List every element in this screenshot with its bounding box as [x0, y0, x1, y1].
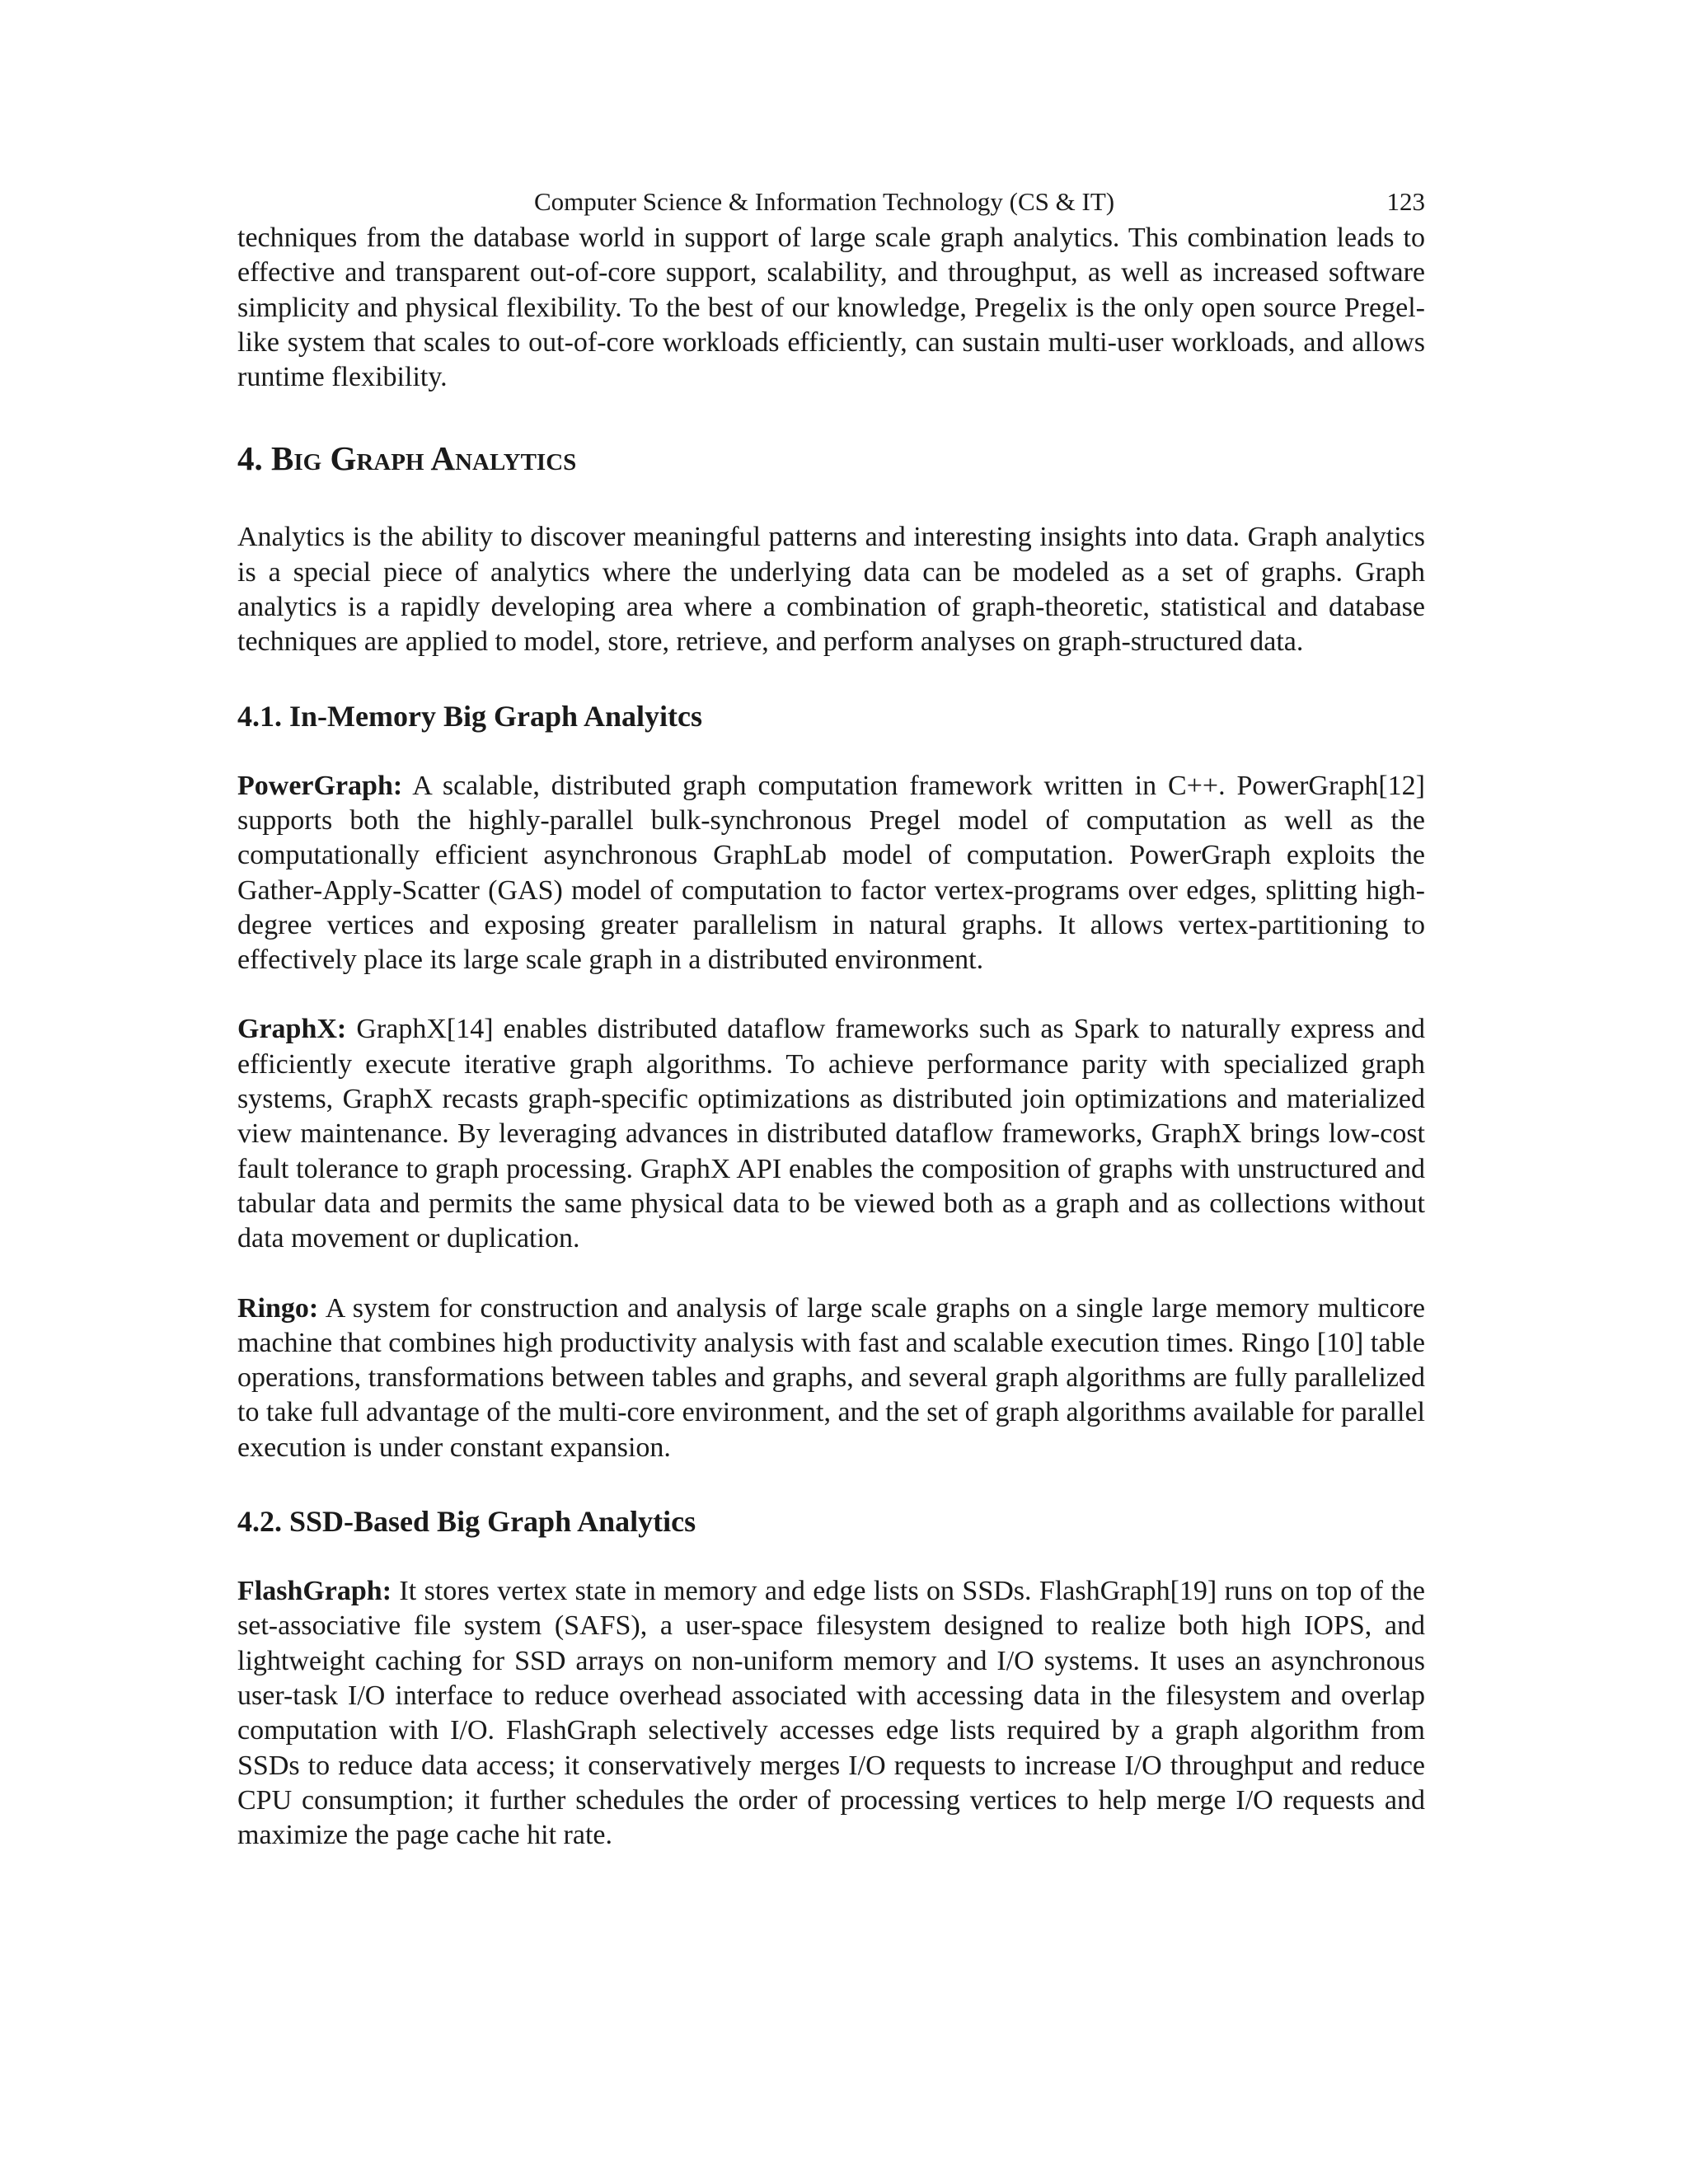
intro-paragraph: techniques from the database world in support of large scale graph analytics. This combination leads to effective and transparent out-of-core support, scalability, and throughput, as well as increased software simplicity and physical flexibility. To the best of our knowledge, Pregelix is the only open source Pregel-like system that scales to out-of-core workloads efficiently, can sustain multi-user workloads, and allows runtime flexibility. — [237, 223, 1425, 393]
section-paragraph: Analytics is the ability to discover meaningful patterns and interesting insights into data. Graph analytics is a special piece of analytics where the underlying data can be modeled as a set of graphs. Graph analytics is a rapidly developing area where a combination of graph-theoretic, statistical and database techniques are applied to model, store, retrieve, and perform analyses on graph-structured data. — [237, 522, 1425, 658]
section-number: 4. — [237, 439, 263, 478]
section-heading — [237, 438, 1425, 479]
subsection-heading-ssd-based: 4.2. SSD-Based Big Graph Analytics — [237, 1505, 696, 1539]
document-page — [237, 183, 1425, 1853]
subsection-heading-in-memory: 4.1. In-Memory Big Graph Analyitcs — [237, 699, 702, 733]
page-number: 123 — [1386, 187, 1425, 216]
entry-flashgraph — [237, 1574, 1425, 1853]
entry-graphx — [237, 1012, 1425, 1256]
entry-text: A scalable, distributed graph computation framework written in C++. PowerGraph[12] supports both the highly-parallel bulk-synchronous Pregel model of computation as well as the computationally efficient asynchronous GraphLab model of computation. PowerGraph exploits the Gather-Apply-Scatter (GAS) model of computation to factor vertex-programs over edges, splitting high-degree vertices and exposing greater parallelism in natural graphs. It allows vertex-partitioning to effectively place its large scale graph in a distributed environment. — [237, 770, 1425, 976]
entry-term: PowerGraph: — [237, 770, 403, 801]
entry-term: GraphX: — [237, 1014, 347, 1045]
entry-text: GraphX[14] enables distributed dataflow frameworks such as Spark to naturally express and efficiently execute iterative graph algorithms. To achieve performance parity with specialized graph systems, GraphX recasts graph-specific optimizations as distributed join optimizations and materialized view maintenance. By leveraging advances in distributed dataflow frameworks, GraphX brings low-cost fault tolerance to graph processing. GraphX API enables the composition of graphs with unstructured and tabular data and permits the same physical data to be viewed both as a graph and as collections without data movement or duplication. — [237, 1014, 1425, 1254]
entry-text: It stores vertex state in memory and edge lists on SSDs. FlashGraph[19] runs on top of the set-associative file system (SAFS), a user-space filesystem designed to realize both high IOPS, and lightweight caching for SSD arrays on non-uniform memory and I/O systems. It uses an asynchronous user-task I/O interface to reduce overhead associated with accessing data in the filesystem and overlap computation with I/O. FlashGraph selectively accesses edge lists required by a graph algorithm from SSDs to reduce data access; it conservatively merges I/O requests to increase I/O throughput and reduce CPU consumption; it further schedules the order of processing vertices to help merge I/O requests and maximize the page cache hit rate. — [237, 1576, 1425, 1851]
entry-text: A system for construction and analysis of large scale graphs on a single large memory multicore machine that combines high productivity analysis with fast and scalable execution times. Ringo [10] table operations, transformations between tables and graphs, and several graph algorithms are fully parallelized to take full advantage of the multi-core environment, and the set of graph algorithms available for parallel execution is under constant expansion. — [237, 1292, 1425, 1463]
entry-ringo — [237, 1291, 1425, 1465]
running-header — [237, 183, 1425, 221]
journal-name: Computer Science & Information Technology (CS & IT) — [534, 187, 1115, 216]
entry-term: FlashGraph: — [237, 1576, 392, 1607]
entry-powergraph — [237, 769, 1425, 978]
section-title: Big Graph Analytics — [271, 439, 577, 478]
entry-term: Ringo: — [237, 1292, 319, 1324]
